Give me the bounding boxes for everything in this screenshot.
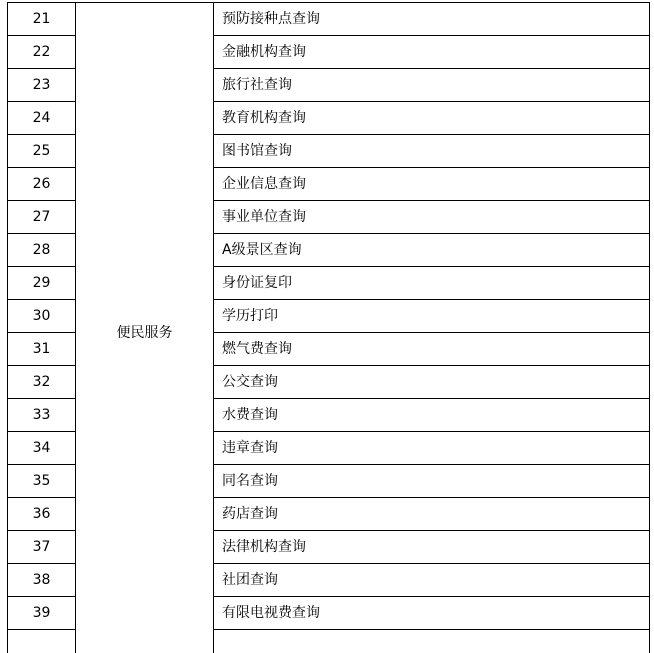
row-number: 33 — [8, 399, 76, 432]
row-number: 39 — [8, 597, 76, 630]
table-row — [8, 3, 650, 36]
service-item: 旅行社查询 — [214, 69, 650, 102]
table-body — [8, 3, 650, 653]
row-number: 22 — [8, 36, 76, 69]
row-number: 34 — [8, 432, 76, 465]
row-number: 32 — [8, 366, 76, 399]
service-item: 有限电视费查询 — [214, 597, 650, 630]
service-item: 金融机构查询 — [214, 36, 650, 69]
service-item: 学历打印 — [214, 300, 650, 333]
row-number: 38 — [8, 564, 76, 597]
row-number: 21 — [8, 3, 76, 36]
row-number: 36 — [8, 498, 76, 531]
row-number: 29 — [8, 267, 76, 300]
row-number: 24 — [8, 102, 76, 135]
service-item: 社团查询 — [214, 564, 650, 597]
service-item: 事业单位查询 — [214, 201, 650, 234]
row-number: 28 — [8, 234, 76, 267]
row-number: 37 — [8, 531, 76, 564]
row-number: 31 — [8, 333, 76, 366]
service-table — [7, 2, 650, 653]
row-number: 27 — [8, 201, 76, 234]
service-item-empty — [214, 630, 650, 653]
category-cell: 便民服务 — [76, 3, 214, 653]
service-item: A级景区查询 — [214, 234, 650, 267]
service-item: 水费查询 — [214, 399, 650, 432]
service-item: 企业信息查询 — [214, 168, 650, 201]
service-item: 预防接种点查询 — [214, 3, 650, 36]
service-item: 身份证复印 — [214, 267, 650, 300]
service-item: 同名查询 — [214, 465, 650, 498]
service-item: 燃气费查询 — [214, 333, 650, 366]
row-number: 25 — [8, 135, 76, 168]
service-item: 法律机构查询 — [214, 531, 650, 564]
row-number: 23 — [8, 69, 76, 102]
row-number-empty — [8, 630, 76, 653]
service-item: 违章查询 — [214, 432, 650, 465]
row-number: 30 — [8, 300, 76, 333]
row-number: 26 — [8, 168, 76, 201]
service-item: 教育机构查询 — [214, 102, 650, 135]
row-number: 35 — [8, 465, 76, 498]
service-item: 图书馆查询 — [214, 135, 650, 168]
service-item: 公交查询 — [214, 366, 650, 399]
service-item: 药店查询 — [214, 498, 650, 531]
